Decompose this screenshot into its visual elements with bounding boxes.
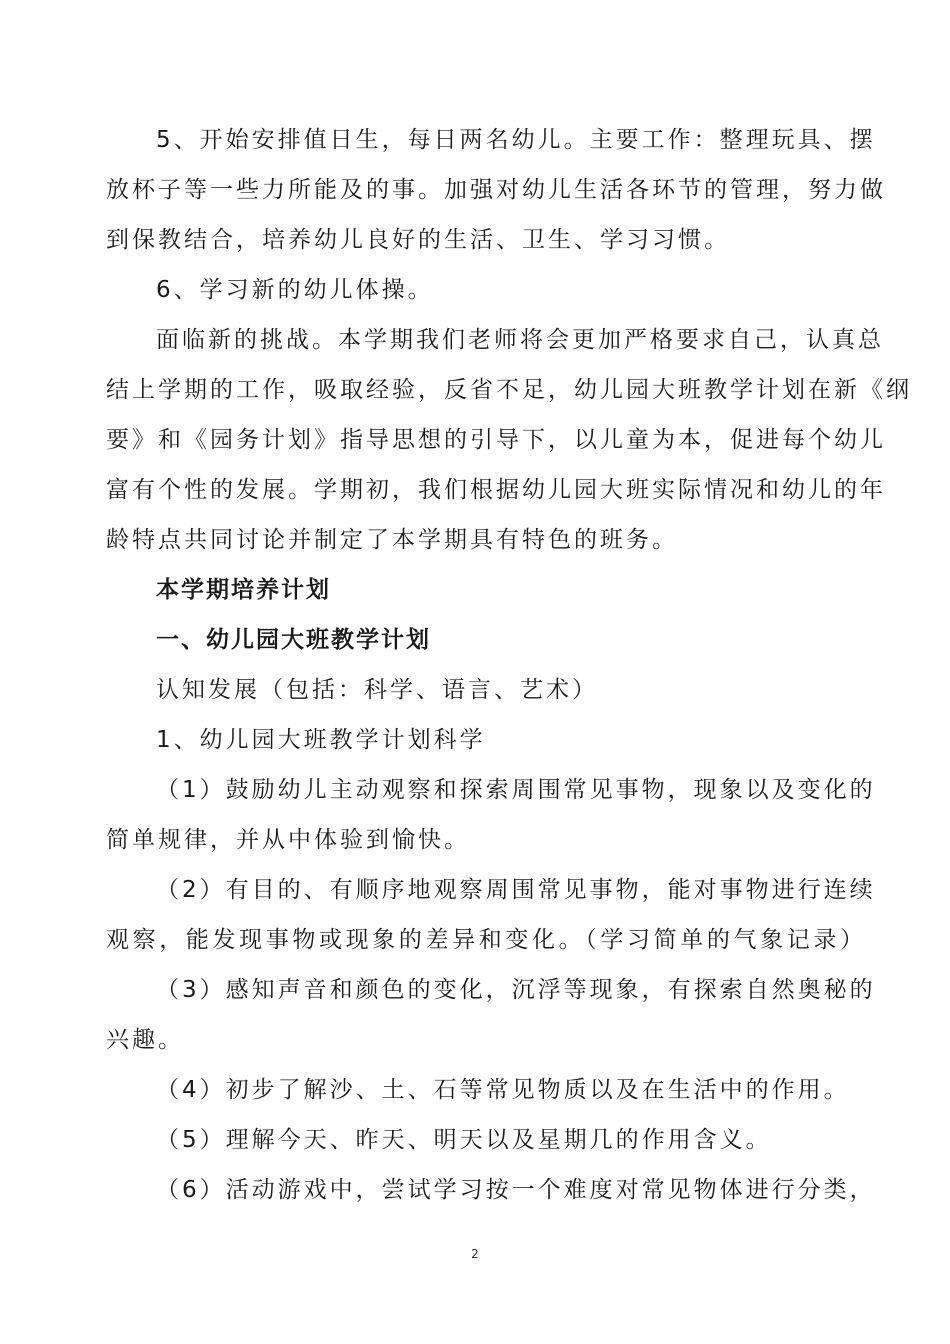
item-2-line-2: 观察，能发现事物或现象的差异和变化。（学习简单的气象记录） (106, 927, 866, 953)
challenge-line-2: 结上学期的工作，吸取经验，反省不足，幼儿园大班教学计划在新《纲 (106, 377, 912, 403)
paragraph-6-line-1: 6、学习新的幼儿体操。 (156, 277, 434, 303)
cognitive-development-line: 认知发展（包括：科学、语言、艺术） (156, 677, 598, 703)
paragraph-5-line-1: 5、开始安排值日生，每日两名幼儿。主要工作：整理玩具、摆 (156, 127, 876, 153)
challenge-line-3: 要》和《园务计划》指导思想的引导下，以儿童为本，促进每个幼儿 (106, 427, 886, 453)
item-1-line-1: （1）鼓励幼儿主动观察和探索周围常见事物，现象以及变化的 (156, 777, 876, 803)
item-4-line-1: （4）初步了解沙、土、石等常见物质以及在生活中的作用。 (156, 1077, 850, 1103)
item-3-line-2: 兴趣。 (106, 1027, 184, 1053)
paragraph-5-line-3: 到保教结合，培养幼儿良好的生活、卫生、学习习惯。 (106, 227, 730, 253)
item-3-line-1: （3）感知声音和颜色的变化，沉浮等现象，有探索自然奥秘的 (156, 977, 876, 1003)
paragraph-5-line-2: 放杯子等一些力所能及的事。加强对幼儿生活各环节的管理，努力做 (106, 177, 886, 203)
heading-section-1: 一、幼儿园大班教学计划 (156, 627, 431, 653)
challenge-line-5: 龄特点共同讨论并制定了本学期具有特色的班务。 (106, 527, 678, 553)
item-5-line-1: （5）理解今天、昨天、明天以及星期几的作用含义。 (156, 1127, 772, 1153)
page-number: 2 (471, 1247, 479, 1261)
item-6-line-1: （6）活动游戏中，尝试学习按一个难度对常见物体进行分类， (156, 1177, 876, 1203)
challenge-line-4: 富有个性的发展。学期初，我们根据幼儿园大班实际情况和幼儿的年 (106, 477, 886, 503)
item-1-line-2: 简单规律，并从中体验到愉快。 (106, 827, 470, 853)
heading-training-plan: 本学期培养计划 (156, 577, 331, 603)
science-title-line: 1、幼儿园大班教学计划科学 (156, 727, 486, 753)
challenge-line-1: 面临新的挑战。本学期我们老师将会更加严格要求自己，认真总 (156, 327, 884, 353)
item-2-line-1: （2）有目的、有顺序地观察周围常见事物，能对事物进行连续 (156, 877, 876, 903)
